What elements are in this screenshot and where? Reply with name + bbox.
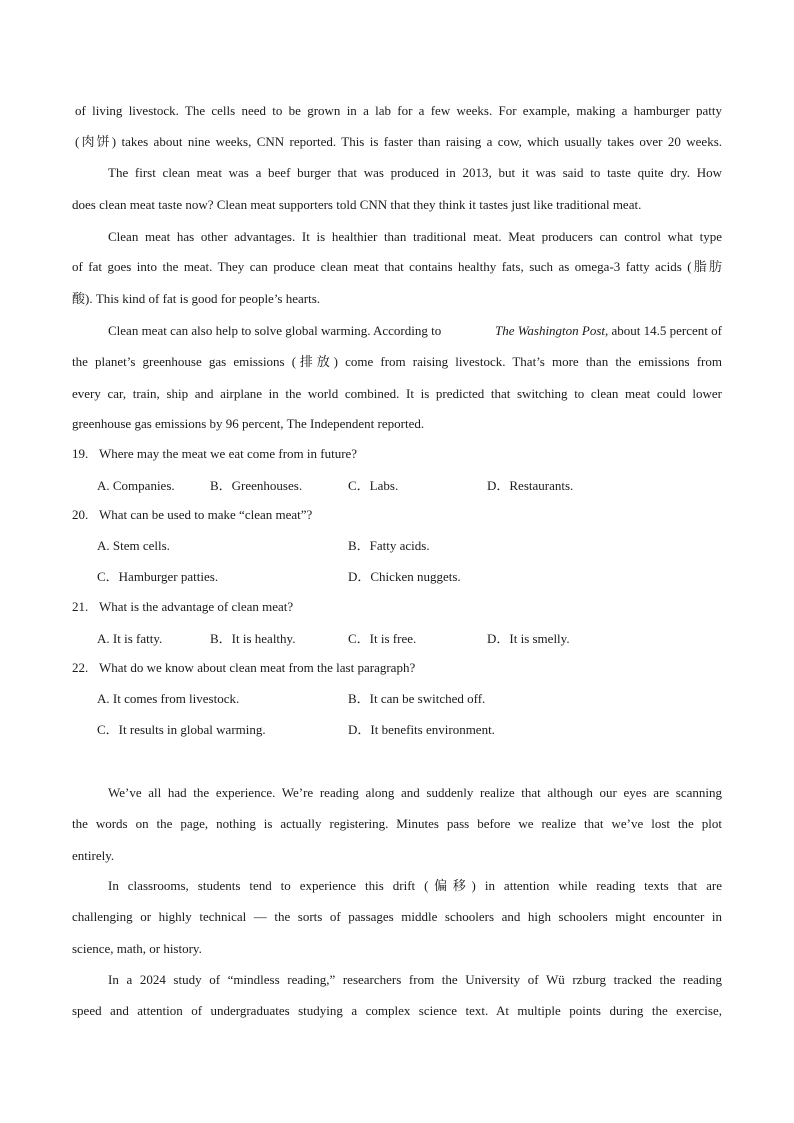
passage1-line-8-a: Clean meat can also help to solve global warming. According to: [108, 323, 442, 338]
passage2-line-5: challenging or highly technical — the sorts of passages middle schoolers and high schoolers might encounter in: [72, 909, 722, 924]
question-number: 21.: [72, 599, 89, 614]
question-number: 19.: [72, 446, 89, 461]
passage2-line-6: science, math, or history.: [72, 941, 202, 956]
option-22-d[interactable]: D．It benefits environment.: [348, 722, 495, 737]
newspaper-title: The Washington Post: [495, 323, 606, 338]
option-22-b[interactable]: B．It can be switched off.: [348, 691, 486, 706]
option-19-b[interactable]: B．Greenhouses.: [210, 478, 303, 493]
option-19-c[interactable]: C．Labs.: [348, 478, 399, 493]
option-19-a[interactable]: A. Companies.: [97, 478, 175, 493]
passage2-line-1: We’ve all had the experience. We’re reading along and suddenly realize that although our eyes are scanning: [108, 785, 722, 800]
passage1-line-5: Clean meat has other advantages. It is healthier than traditional meat. Meat producers can control what type: [108, 229, 722, 244]
passage2-line-8: speed and attention of undergraduates studying a complex science text. At multiple points during the exercise,: [72, 1003, 722, 1018]
passage1-line-10: every car, train, ship and airplane in the world combined. It is predicted that switching to clean meat could lower: [72, 386, 722, 401]
option-20-a[interactable]: A. Stem cells.: [97, 538, 170, 553]
option-21-d[interactable]: D．It is smelly.: [487, 631, 570, 646]
passage2-line-3: entirely.: [72, 848, 115, 863]
option-19-d[interactable]: D．Restaurants.: [487, 478, 574, 493]
question-text: What do we know about clean meat from the last paragraph?: [99, 660, 416, 675]
question-text: Where may the meat we eat come from in future?: [99, 446, 358, 461]
option-20-c[interactable]: C．Hamburger patties.: [97, 569, 219, 584]
option-20-d[interactable]: D．Chicken nuggets.: [348, 569, 461, 584]
passage1-line-2: (肉饼) takes about nine weeks, CNN reported. This is faster than raising a cow, which usually takes over 20 weeks.: [75, 134, 722, 149]
passage1-line-7: 酸). This kind of fat is good for people’s hearts.: [72, 291, 321, 306]
passage2-line-2: the words on the page, nothing is actually registering. Minutes pass before we realize that we’ve lost the plot: [72, 816, 722, 831]
passage1-line-8: [108, 323, 722, 339]
question-number: 22.: [72, 660, 89, 675]
question-text: What can be used to make “clean meat”?: [99, 507, 313, 522]
passage1-line-4: does clean meat taste now? Clean meat supporters told CNN that they think it tastes just like traditional meat.: [72, 197, 642, 212]
question-number: 20.: [72, 507, 89, 522]
option-22-a[interactable]: A. It comes from livestock.: [97, 691, 240, 706]
passage1-line-3: The first clean meat was a beef burger that was produced in 2013, but it was said to taste quite dry. How: [108, 165, 722, 180]
passage1-line-9: the planet’s greenhouse gas emissions (排放) come from raising livestock. That’s more than the emissions from: [72, 354, 722, 369]
passage1-line-11: greenhouse gas emissions by 96 percent, The Independent reported.: [72, 416, 425, 431]
passage1-line-6: of fat goes into the meat. They can produce clean meat that contains healthy fats, such as omega-3 fatty acids (脂肪: [72, 259, 722, 274]
question-22: [72, 660, 415, 676]
passage1-line-8-c: , about 14.5 percent of: [605, 323, 722, 338]
option-21-c[interactable]: C．It is free.: [348, 631, 417, 646]
passage2-line-7: In a 2024 study of “mindless reading,” researchers from the University of Wü rzburg tracked the reading: [108, 972, 722, 987]
question-21: [72, 599, 293, 615]
option-21-a[interactable]: A. It is fatty.: [97, 631, 163, 646]
option-21-b[interactable]: B．It is healthy.: [210, 631, 296, 646]
passage1-line-1: of living livestock. The cells need to be grown in a lab for a few weeks. For example, making a hamburger patty: [75, 103, 722, 118]
question-19: [72, 446, 357, 462]
option-20-b[interactable]: B．Fatty acids.: [348, 538, 430, 553]
option-22-c[interactable]: C．It results in global warming.: [97, 722, 266, 737]
question-text: What is the advantage of clean meat?: [99, 599, 294, 614]
question-20: [72, 507, 312, 523]
passage1-line-8-b: [495, 323, 722, 339]
passage2-line-4: In classrooms, students tend to experience this drift (偏移) in attention while reading texts that are: [108, 878, 722, 893]
